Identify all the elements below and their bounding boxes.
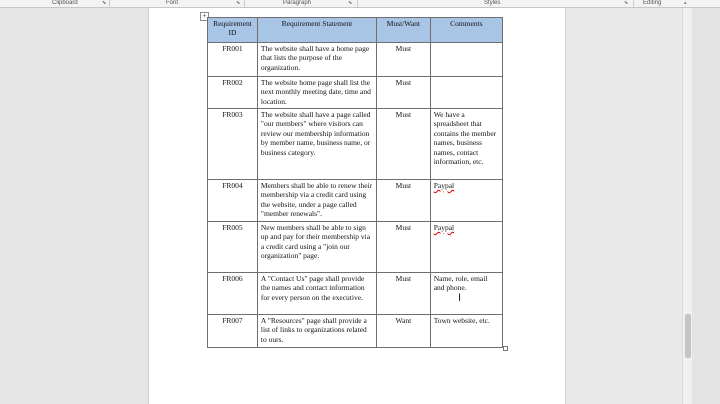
table-row: [208, 315, 503, 348]
cell-requirement-statement[interactable]: Members shall be able to renew their membership via a credit card using the website, under a page called "member renewals".: [257, 180, 376, 222]
cell-requirement-id[interactable]: FR003: [208, 109, 258, 180]
cell-requirement-statement[interactable]: A "Resources" page shall provide a list of links to organizations related to ours.: [257, 315, 376, 348]
cell-must-want[interactable]: Must: [377, 180, 431, 222]
cell-requirement-id[interactable]: FR007: [208, 315, 258, 348]
ribbon-group-paragraph: Paragraph: [283, 0, 312, 6]
scrollbar-thumb[interactable]: [685, 314, 691, 358]
cell-comments[interactable]: Name, role, email and phone.: [430, 273, 502, 315]
table-row: [208, 222, 503, 273]
styles-dialog-launcher-icon[interactable]: ⬊: [624, 0, 629, 6]
text-cursor-icon: I: [458, 292, 462, 304]
spellcheck-word: Paypal: [433, 181, 455, 190]
header-must-want[interactable]: Must/Want: [377, 18, 431, 43]
cell-comments[interactable]: [430, 77, 502, 109]
ribbon-group-labels: [0, 0, 720, 8]
cell-comments[interactable]: [430, 43, 502, 77]
table-header-row: [208, 18, 503, 43]
table-row: [208, 180, 503, 222]
ribbon-group-font: Font: [166, 0, 179, 6]
document-left-margin: [0, 8, 148, 404]
table-move-handle-icon[interactable]: +: [200, 12, 209, 21]
font-dialog-launcher-icon[interactable]: ⬊: [236, 0, 241, 6]
cell-requirement-statement[interactable]: The website shall have a home page that lists the purpose of the organization.: [257, 43, 376, 77]
ribbon-separator: [357, 0, 358, 7]
cell-must-want[interactable]: Want: [377, 315, 431, 348]
cell-comments[interactable]: [430, 180, 502, 222]
cell-must-want[interactable]: Must: [377, 43, 431, 77]
table-row: [208, 77, 503, 109]
clipboard-dialog-launcher-icon[interactable]: ⬊: [102, 0, 107, 6]
cell-must-want[interactable]: Must: [377, 109, 431, 180]
ribbon-group-editing: Editing: [643, 0, 662, 6]
header-requirement-id[interactable]: Requirement ID: [208, 18, 258, 43]
cell-requirement-id[interactable]: FR001: [208, 43, 258, 77]
cell-requirement-id[interactable]: FR006: [208, 273, 258, 315]
right-gutter: [692, 8, 720, 404]
ribbon-collapse-icon[interactable]: ▴: [684, 0, 687, 6]
cell-comments[interactable]: We have a spreadsheet that contains the member names, business names, contact information, etc.: [430, 109, 502, 180]
header-comments[interactable]: Comments: [430, 18, 502, 43]
cell-requirement-statement[interactable]: New members shall be able to sign up and pay for their membership via a credit card using a "join our organization" page.: [257, 222, 376, 273]
spellcheck-word: Paypal: [433, 223, 455, 232]
ribbon-separator: [244, 0, 245, 7]
ribbon-group-clipboard: Clipboard: [52, 0, 78, 6]
cell-requirement-id[interactable]: FR004: [208, 180, 258, 222]
cell-requirement-statement[interactable]: A "Contact Us" page shall provide the names and contact information for every person on the executive.: [257, 273, 376, 315]
ribbon-separator: [633, 0, 634, 7]
cell-must-want[interactable]: Must: [377, 77, 431, 109]
cell-requirement-statement[interactable]: The website home page shall list the next monthly meeting date, time and location.: [257, 77, 376, 109]
cell-comments[interactable]: [430, 222, 502, 273]
ribbon-separator: [109, 0, 110, 7]
cell-comments[interactable]: Town website, etc.: [430, 315, 502, 348]
header-requirement-statement[interactable]: Requirement Statement: [257, 18, 376, 43]
ribbon-group-styles: Styles: [484, 0, 501, 6]
table-row: [208, 109, 503, 180]
table-row: [208, 43, 503, 77]
cell-must-want[interactable]: Must: [377, 273, 431, 315]
cell-requirement-id[interactable]: FR005: [208, 222, 258, 273]
cell-requirement-id[interactable]: FR002: [208, 77, 258, 109]
table-resize-handle-icon[interactable]: [503, 346, 508, 351]
paragraph-dialog-launcher-icon[interactable]: ⬊: [348, 0, 353, 6]
cell-requirement-statement[interactable]: The website shall have a page called "our members" where visitors can review our membership information by member name, business name, or business category.: [257, 109, 376, 180]
cell-must-want[interactable]: Must: [377, 222, 431, 273]
